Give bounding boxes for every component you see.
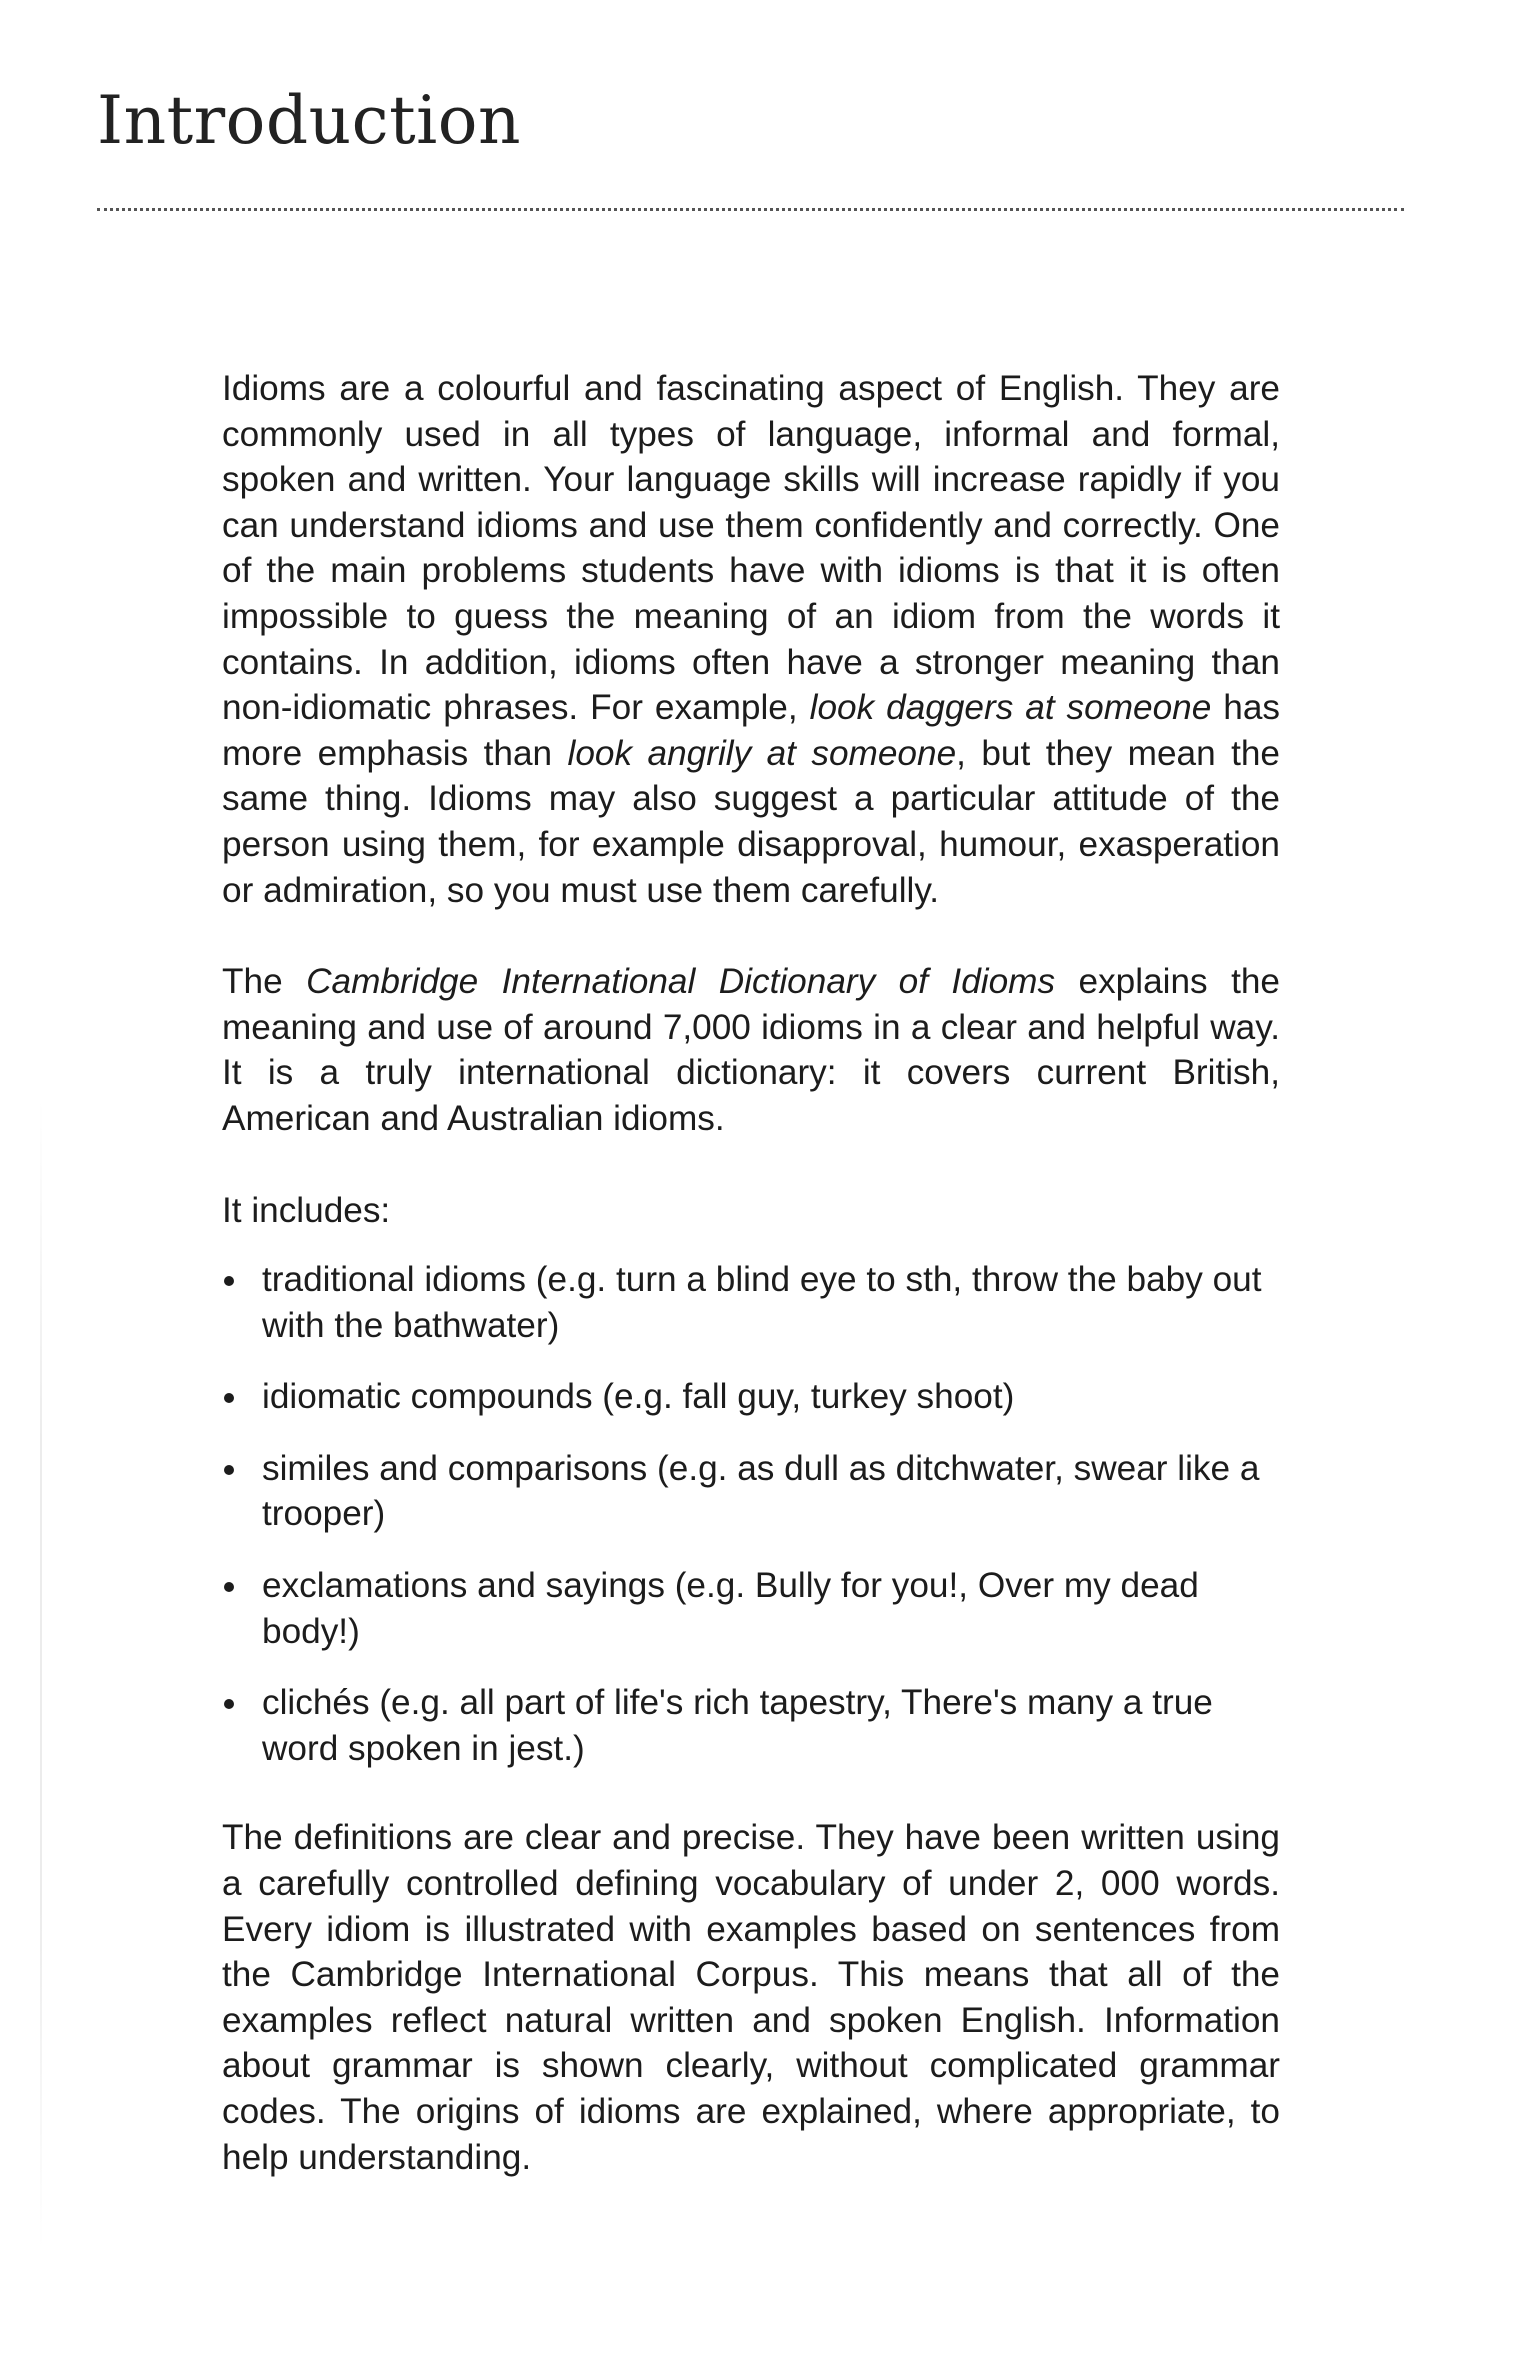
list-item-text: clichés (e.g. all part of life's rich tapestry, There's many a true word spoken in jest.) [262, 1683, 1213, 1768]
list-item [222, 1446, 1280, 1537]
dotted-divider [97, 208, 1404, 211]
list-item-text: exclamations and sayings (e.g. Bully for you!, Over my dead body!) [262, 1566, 1199, 1651]
includes-label: It includes: [222, 1190, 391, 1230]
page-edge-shadow [40, 1100, 42, 2250]
list-item [222, 1257, 1280, 1348]
list-item-text: idiomatic compounds (e.g. fall guy, turkey shoot) [262, 1377, 1015, 1417]
intro-paragraph-1-text-a: Idioms are a colourful and fascinating aspect of English. They are commonly used in all types of language, informal and formal, spoken and written. Your language skills will increase rapidly if you can understand idioms and use them confidently and correctly. One of the main problems students have with idioms is that it is often impossible to guess the meaning of an idiom from the words it contains. In addition, idioms often have a stronger meaning than non-idiomatic phrases. For example, [222, 369, 1280, 728]
intro-paragraph-2-text-a: The [222, 962, 307, 1002]
intro-paragraph-1-text-c: , but they mean the same thing. Idioms may also suggest a particular attitude of the person using them, for example disapproval, humour, exasperation or admiration, so you must use them carefully. [222, 733, 1280, 910]
list-item [222, 1563, 1280, 1654]
intro-paragraph-1 [222, 366, 1280, 913]
intro-paragraph-2 [222, 959, 1280, 1141]
intro-paragraph-1-text-b: has more emphasis than [222, 688, 1281, 773]
example-idiom-look-daggers: look daggers at someone [809, 688, 1212, 728]
definitions-paragraph: The definitions are clear and precise. They have been written using a carefully controlled defining vocabulary of under 2, 000 words. Every idiom is illustrated with examples based on sentences from the Cambridge International Corpus. This means that all of the examples reflect natural written and spoken English. Information about grammar is shown clearly, without complicated grammar codes. The origins of idioms are explained, where appropriate, to help understanding. [222, 1818, 1280, 2177]
intro-paragraph-2-text-b: explains the meaning and use of around 7,000 idioms in a clear and helpful way. It is a truly international dictionary: it covers current British, American and Australian idioms. [222, 962, 1280, 1138]
list-item [222, 1680, 1280, 1771]
page-title: Introduction [97, 82, 521, 159]
list-item [222, 1374, 1280, 1420]
example-phrase-look-angrily: look angrily at someone [567, 733, 957, 773]
body-text [222, 366, 1280, 2180]
list-item-text: similes and comparisons (e.g. as dull as ditchwater, swear like a trooper) [262, 1448, 1260, 1534]
feature-list [222, 1257, 1280, 1771]
dictionary-title: Cambridge International Dictionary of Idioms [306, 962, 1056, 1002]
list-item-text: traditional idioms (e.g. turn a blind eye to sth, throw the baby out with the bathwater) [262, 1260, 1262, 1345]
